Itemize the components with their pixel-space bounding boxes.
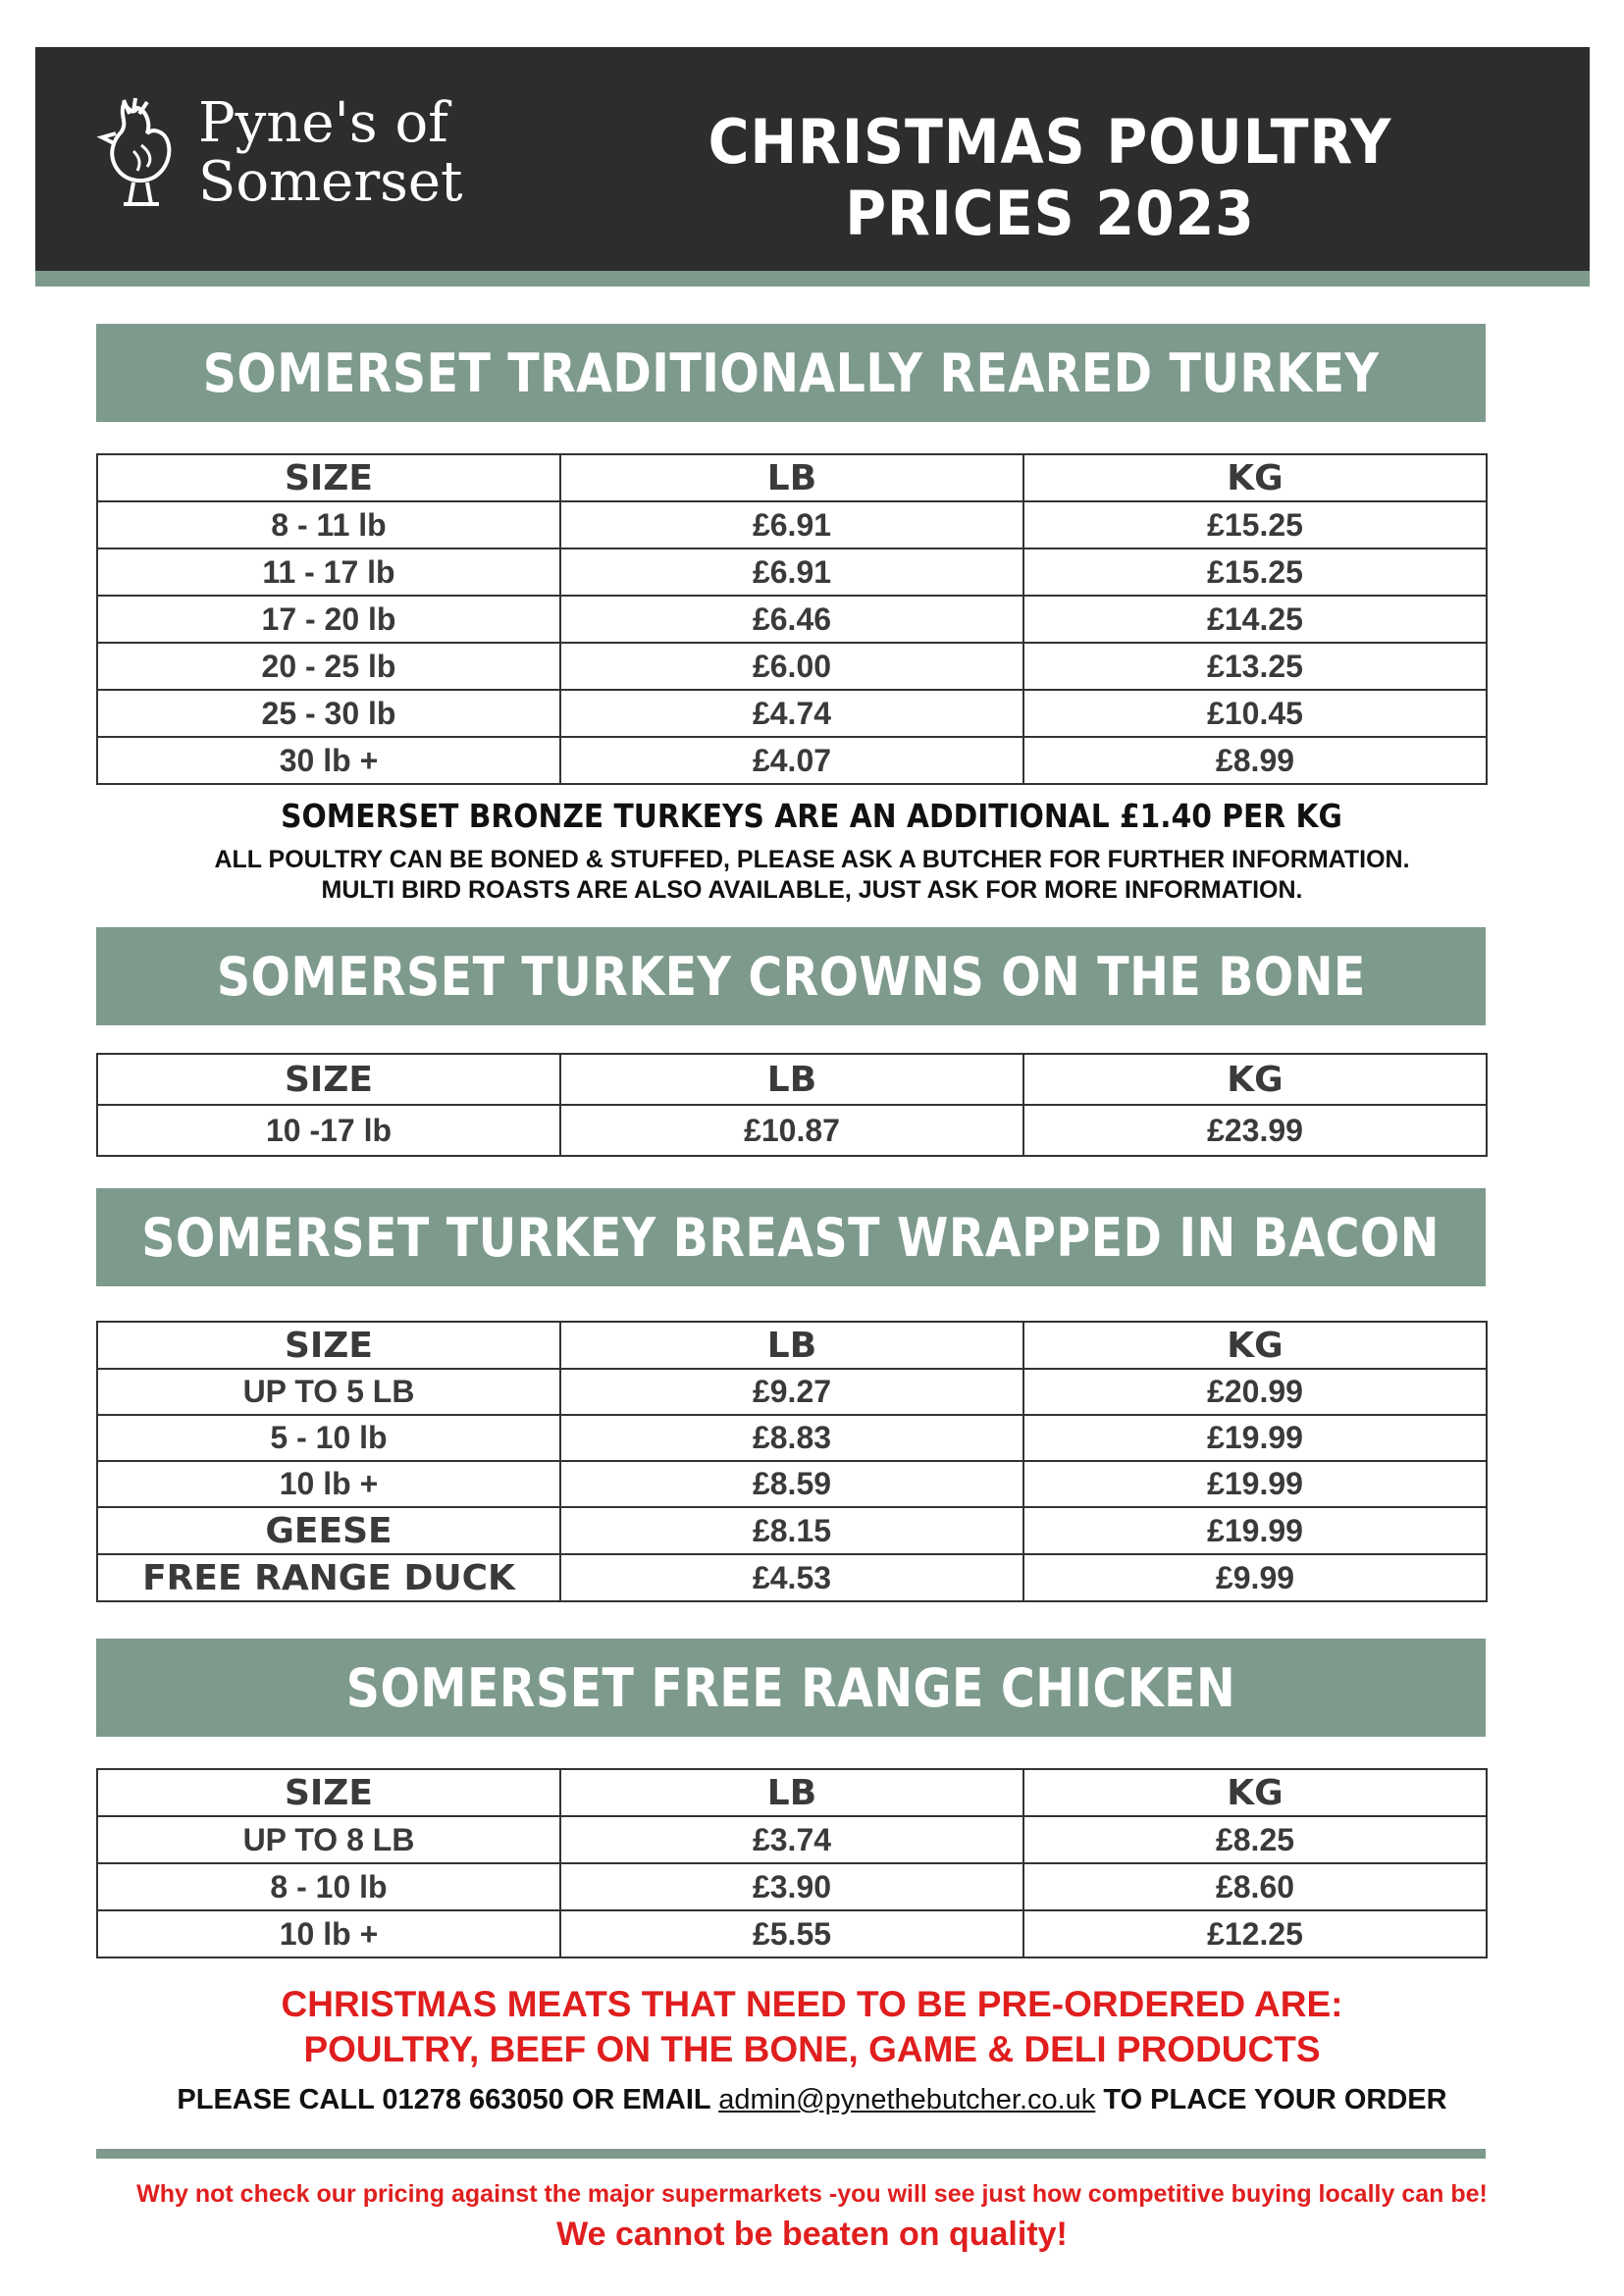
brand-name-line2: Somerset bbox=[198, 150, 463, 214]
section-heading: SOMERSET TURKEY BREAST WRAPPED IN BACON bbox=[141, 1206, 1441, 1269]
lb-price-cell: £4.07 bbox=[560, 737, 1023, 784]
kg-price-cell: £10.45 bbox=[1023, 690, 1487, 737]
size-cell: 5 - 10 lb bbox=[97, 1415, 560, 1461]
size-cell: 25 - 30 lb bbox=[97, 690, 560, 737]
rooster-icon bbox=[94, 94, 184, 212]
column-header-size: SIZE bbox=[97, 1769, 560, 1816]
lb-price-cell: £9.27 bbox=[560, 1369, 1023, 1415]
page-title: CHRISTMAS POULTRY PRICES 2023 bbox=[707, 106, 1392, 249]
kg-price-cell: £15.25 bbox=[1023, 548, 1487, 596]
size-cell: 10 lb + bbox=[97, 1461, 560, 1507]
table-row bbox=[97, 1816, 1487, 1863]
column-header-kg: KG bbox=[1023, 454, 1487, 501]
size-cell: 8 - 10 lb bbox=[97, 1863, 560, 1910]
lb-price-cell: £4.53 bbox=[560, 1554, 1023, 1601]
table-row bbox=[97, 1105, 1487, 1156]
kg-price-cell: £19.99 bbox=[1023, 1507, 1487, 1554]
bronze-turkey-note: SOMERSET BRONZE TURKEYS ARE AN ADDITIONAL £1.40 PER KG bbox=[281, 797, 1343, 835]
table-row bbox=[97, 1369, 1487, 1415]
table-row bbox=[97, 1507, 1487, 1554]
lb-price-cell: £10.87 bbox=[560, 1105, 1023, 1156]
footer-quality-text: We cannot be beaten on quality! bbox=[556, 2216, 1068, 2253]
column-header-size: SIZE bbox=[97, 454, 560, 501]
lb-price-cell: £8.15 bbox=[560, 1507, 1023, 1554]
section-banner-traditional-turkey bbox=[96, 324, 1486, 422]
table-row bbox=[97, 690, 1487, 737]
kg-price-cell: £13.25 bbox=[1023, 643, 1487, 690]
size-cell: 10 lb + bbox=[97, 1910, 560, 1957]
boning-note: ALL POULTRY CAN BE BONED & STUFFED, PLEASE ASK A BUTCHER FOR FURTHER INFORMATION. bbox=[214, 846, 1410, 873]
kg-price-cell: £19.99 bbox=[1023, 1461, 1487, 1507]
preorder-heading: CHRISTMAS MEATS THAT NEED TO BE PRE-ORDERED ARE: bbox=[281, 1984, 1343, 2024]
footer-comparison-text: Why not check our pricing against the major supermarkets -you will see just how competitive buying locally can be! bbox=[136, 2180, 1488, 2208]
lb-price-cell: £8.59 bbox=[560, 1461, 1023, 1507]
kg-price-cell: £8.99 bbox=[1023, 737, 1487, 784]
multi-bird-note: MULTI BIRD ROASTS ARE ALSO AVAILABLE, JUST ASK FOR MORE INFORMATION. bbox=[321, 876, 1303, 904]
table-header-row bbox=[97, 1322, 1487, 1369]
lb-price-cell: £8.83 bbox=[560, 1415, 1023, 1461]
kg-price-cell: £14.25 bbox=[1023, 596, 1487, 643]
size-cell: 20 - 25 lb bbox=[97, 643, 560, 690]
column-header-kg: KG bbox=[1023, 1769, 1487, 1816]
column-header-size: SIZE bbox=[97, 1054, 560, 1105]
table-row bbox=[97, 1461, 1487, 1507]
table-row bbox=[97, 1863, 1487, 1910]
table-header-row bbox=[97, 1054, 1487, 1105]
table-header-row bbox=[97, 454, 1487, 501]
footer-divider bbox=[96, 2149, 1486, 2159]
size-cell: FREE RANGE DUCK bbox=[97, 1554, 560, 1601]
table-row bbox=[97, 1910, 1487, 1957]
price-table-turkey-breast bbox=[96, 1321, 1488, 1602]
email-link[interactable]: admin@pynethebutcher.co.uk bbox=[718, 2084, 1096, 2115]
table-row bbox=[97, 1415, 1487, 1461]
price-table-traditional-turkey bbox=[96, 453, 1488, 785]
price-table-free-range-chicken bbox=[96, 1768, 1488, 1958]
section-heading: SOMERSET TURKEY CROWNS ON THE BONE bbox=[216, 945, 1366, 1008]
table-row bbox=[97, 548, 1487, 596]
column-header-kg: KG bbox=[1023, 1322, 1487, 1369]
size-cell: 30 lb + bbox=[97, 737, 560, 784]
preorder-items: POULTRY, BEEF ON THE BONE, GAME & DELI PRODUCTS bbox=[303, 2029, 1321, 2069]
table-row bbox=[97, 1554, 1487, 1601]
size-cell: UP TO 5 LB bbox=[97, 1369, 560, 1415]
column-header-lb: LB bbox=[560, 1769, 1023, 1816]
size-cell: 10 -17 lb bbox=[97, 1105, 560, 1156]
size-cell: 11 - 17 lb bbox=[97, 548, 560, 596]
brand-name-line1: Pyne's of bbox=[198, 91, 448, 155]
lb-price-cell: £3.74 bbox=[560, 1816, 1023, 1863]
table-row bbox=[97, 596, 1487, 643]
column-header-lb: LB bbox=[560, 454, 1023, 501]
table-header-row bbox=[97, 1769, 1487, 1816]
lb-price-cell: £3.90 bbox=[560, 1863, 1023, 1910]
contact-prefix: PLEASE CALL 01278 663050 OR EMAIL bbox=[177, 2084, 711, 2115]
section-banner-turkey-breast bbox=[96, 1188, 1486, 1286]
contact-line bbox=[0, 2084, 1624, 2116]
brand-logo bbox=[94, 91, 463, 214]
column-header-lb: LB bbox=[560, 1322, 1023, 1369]
column-header-lb: LB bbox=[560, 1054, 1023, 1105]
size-cell: GEESE bbox=[97, 1507, 560, 1554]
column-header-size: SIZE bbox=[97, 1322, 560, 1369]
kg-price-cell: £12.25 bbox=[1023, 1910, 1487, 1957]
lb-price-cell: £4.74 bbox=[560, 690, 1023, 737]
contact-suffix: TO PLACE YOUR ORDER bbox=[1103, 2084, 1447, 2115]
kg-price-cell: £19.99 bbox=[1023, 1415, 1487, 1461]
lb-price-cell: £5.55 bbox=[560, 1910, 1023, 1957]
kg-price-cell: £23.99 bbox=[1023, 1105, 1487, 1156]
lb-price-cell: £6.91 bbox=[560, 548, 1023, 596]
lb-price-cell: £6.00 bbox=[560, 643, 1023, 690]
table-row bbox=[97, 737, 1487, 784]
kg-price-cell: £8.60 bbox=[1023, 1863, 1487, 1910]
section-heading: SOMERSET FREE RANGE CHICKEN bbox=[345, 1656, 1236, 1719]
section-banner-turkey-crowns bbox=[96, 927, 1486, 1025]
size-cell: 17 - 20 lb bbox=[97, 596, 560, 643]
kg-price-cell: £20.99 bbox=[1023, 1369, 1487, 1415]
size-cell: UP TO 8 LB bbox=[97, 1816, 560, 1863]
lb-price-cell: £6.91 bbox=[560, 501, 1023, 548]
kg-price-cell: £9.99 bbox=[1023, 1554, 1487, 1601]
column-header-kg: KG bbox=[1023, 1054, 1487, 1105]
section-banner-free-range-chicken bbox=[96, 1639, 1486, 1737]
price-table-turkey-crowns bbox=[96, 1053, 1488, 1157]
section-heading: SOMERSET TRADITIONALLY REARED TURKEY bbox=[202, 341, 1380, 404]
header-accent-strip bbox=[35, 271, 1590, 287]
kg-price-cell: £8.25 bbox=[1023, 1816, 1487, 1863]
lb-price-cell: £6.46 bbox=[560, 596, 1023, 643]
size-cell: 8 - 11 lb bbox=[97, 501, 560, 548]
kg-price-cell: £15.25 bbox=[1023, 501, 1487, 548]
table-row bbox=[97, 643, 1487, 690]
table-row bbox=[97, 501, 1487, 548]
brand-name bbox=[198, 91, 463, 214]
